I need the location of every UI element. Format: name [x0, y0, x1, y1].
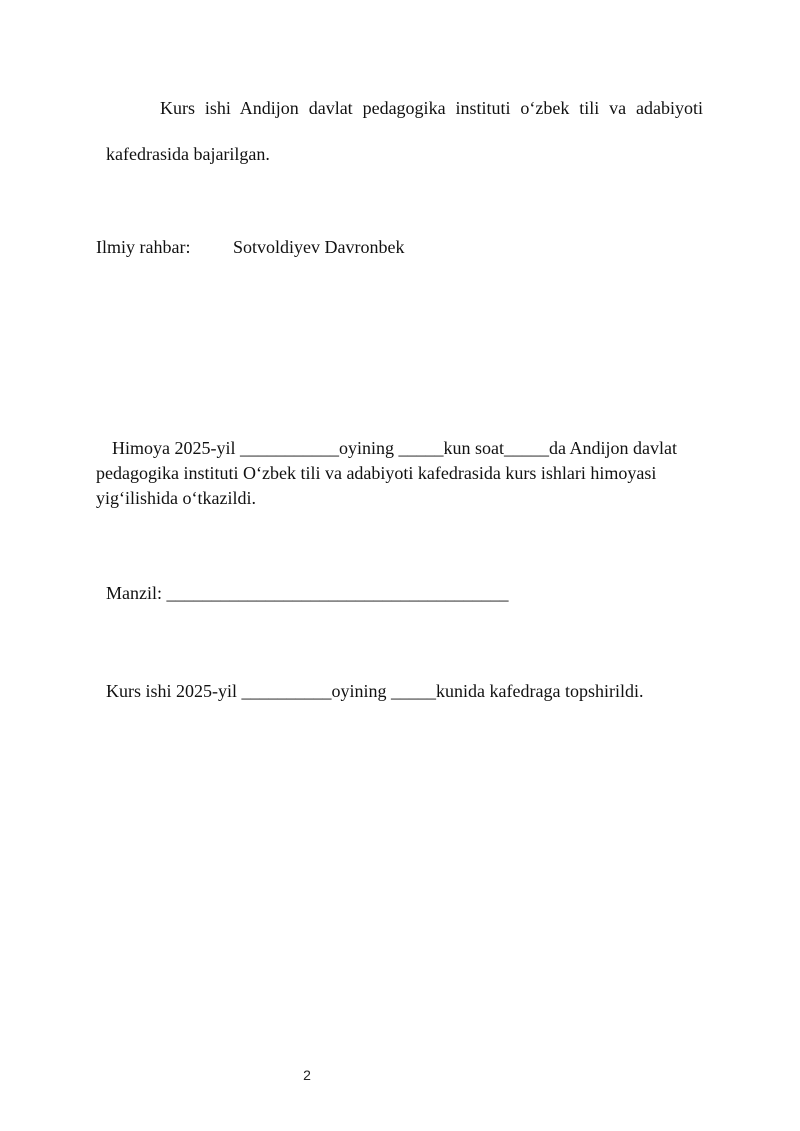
defense-line-3: yig‘ilishida o‘tkazildi.: [96, 488, 256, 508]
defense-paragraph: [96, 436, 716, 511]
defense-line-2: pedagogika instituti O‘zbek tili va adabiyoti kafedrasida kurs ishlari himoyasi: [96, 463, 657, 483]
submission-line: Kurs ishi 2025-yil __________oyining _____kunida kafedraga topshirildi.: [106, 681, 644, 701]
supervisor-name: Sotvoldiyev Davronbek: [233, 237, 405, 257]
supervisor-label: Ilmiy rahbar:: [96, 237, 191, 257]
page-number: 2: [303, 1067, 311, 1083]
defense-line-1: Himoya 2025-yil ___________oyining _____kun soat_____da Andijon davlat: [112, 438, 677, 458]
intro-line-2: kafedrasida bajarilgan.: [106, 144, 270, 164]
address-line: Manzil: ______________________________________: [106, 583, 509, 603]
intro-line-1: Kurs ishi Andijon davlat pedagogika instituti o‘zbek tili va adabiyoti: [160, 98, 703, 118]
